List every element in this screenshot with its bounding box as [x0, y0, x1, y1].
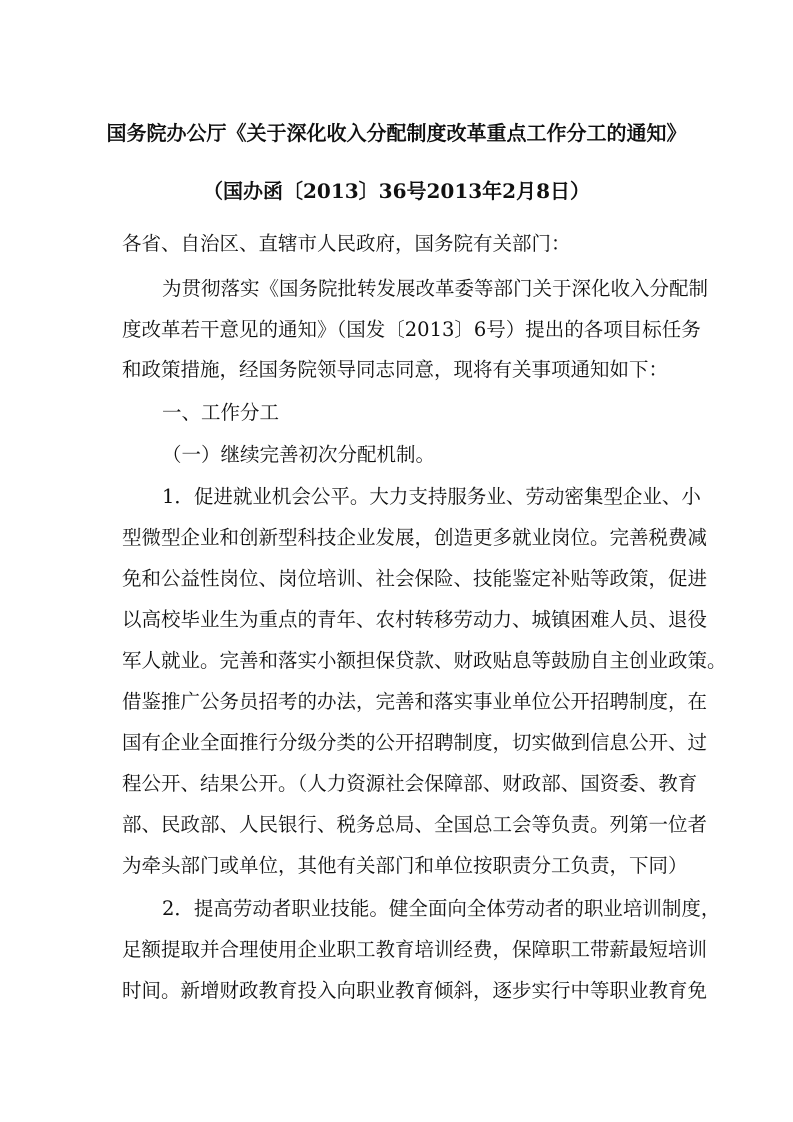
paragraph-line: 程公开、结果公开。（人力资源社会保障部、财政部、国资委、教育 [122, 772, 698, 795]
subsection-heading: （一）继续完善初次分配机制。 [162, 443, 436, 466]
paragraph-line: 免和公益性岗位、岗位培训、社会保险、技能鉴定补贴等政策，促进 [122, 567, 708, 590]
salutation-line: 各省、自治区、直辖市人民政府，国务院有关部门： [122, 232, 571, 255]
paragraph-line: 和政策措施，经国务院领导同志同意，现将有关事项通知如下： [122, 358, 669, 381]
paragraph-line: 时间。新增财政教育投入向职业教育倾斜，逐步实行中等职业教育免 [122, 979, 708, 1002]
paragraph-line: 度改革若干意见的通知》（国发〔2013〕6号）提出的各项目标任务 [122, 318, 701, 341]
paragraph-line: 借鉴推广公务员招考的办法，完善和落实事业单位公开招聘制度，在 [122, 690, 708, 713]
paragraph-line: 军人就业。完善和落实小额担保贷款、财政贴息等鼓励自主创业政策。 [122, 649, 727, 672]
paragraph-line: 1．促进就业机会公平。大力支持服务业、劳动密集型企业、小 [162, 485, 701, 508]
paragraph-line: 型微型企业和创新型科技企业发展，创造更多就业岗位。完善税费减 [122, 526, 708, 549]
document-title: 国务院办公厅《关于深化收入分配制度改革重点工作分工的通知》 [106, 121, 687, 145]
paragraph-line: 足额提取并合理使用企业职工教育培训经费，保障职工带薪最短培训 [122, 938, 708, 961]
paragraph-line: 2．提高劳动者职业技能。健全面向全体劳动者的职业培训制度， [162, 897, 721, 920]
section-heading: 一、工作分工 [162, 401, 280, 424]
paragraph-line: 国有企业全面推行分级分类的公开招聘制度，切实做到信息公开、过 [122, 731, 708, 754]
paragraph-line: 为牵头部门或单位，其他有关部门和单位按职责分工负责，下同） [122, 854, 688, 877]
document-subtitle: （国办函〔2013〕36号2013年2月8日） [203, 179, 590, 203]
paragraph-line: 部、民政部、人民银行、税务总局、全国总工会等负责。列第一位者 [122, 813, 708, 836]
paragraph-line: 以高校毕业生为重点的青年、农村转移劳动力、城镇困难人员、退役 [122, 608, 708, 631]
paragraph-line: 为贯彻落实《国务院批转发展改革委等部门关于深化收入分配制 [162, 277, 709, 300]
